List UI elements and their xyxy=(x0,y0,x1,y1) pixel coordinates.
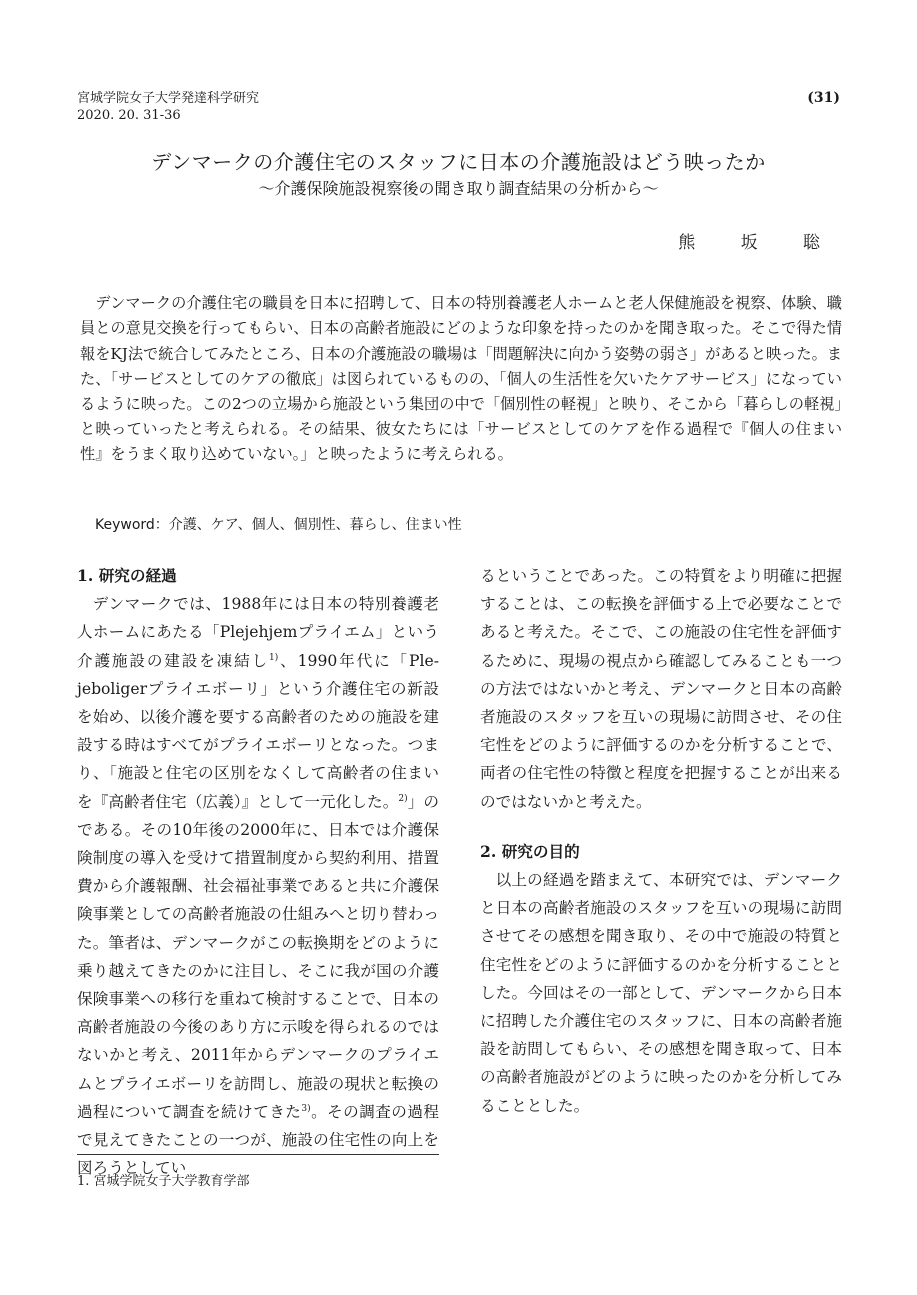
reference-2: 2) xyxy=(398,793,408,804)
journal-citation: 2020. 20. 31-36 xyxy=(77,108,181,123)
keywords-line xyxy=(95,514,462,534)
article-subtitle: 〜介護保険施設視察後の聞き取り調査結果の分析から〜 xyxy=(258,179,659,198)
journal-name: 宮城学院女子大学発達科学研究 xyxy=(77,91,260,106)
s1-text-c: 」のである。その10年後の2000年に、日本では介護保険制度の導入を受けて措置制度から契約利用、措置費から介護報酬、社会福祉事業であると共に介護保険事業としての高齢者施設の仕組みへと切り替わった。筆者は、デンマークがこの転換期をどのように乗り越えてきたのかに注目し、そこに我が国の介護保険事業への移行を重ねて検討することで、日本の高齢者施設の今後のあり方に示唆を得られるのではないかと考え、2011年からデンマークのプライエムとプライエボーリを訪問し、施設の現状と転換の過程について調査を続けてきた xyxy=(77,792,439,1121)
keywords-label: Keyword： xyxy=(95,517,169,533)
reference-1: 1) xyxy=(269,652,279,663)
section-heading-1: 1. 研究の経過 xyxy=(77,566,177,585)
reference-3: 3) xyxy=(301,1103,311,1114)
footnote-divider xyxy=(77,1154,439,1155)
section-2-paragraph: 以上の経過を踏まえて、本研究では、デンマークと日本の高齢者施設のスタッフを互いの現場に訪問させてその感想を聞き取り、その中で施設の特質と住宅性をどのように評価するのかを分析することとした。今回はその一部として、デンマークから日本に招聘した介護住宅のスタッフに、日本の高齢者施設を訪問してもらい、その感想を聞き取って、日本の高齢者施設がどのように映ったのかを分析してみることとした。 xyxy=(480,871,842,1115)
s1-text-b: 、1990年代に「Ple-jeboligerプライエボーリ」という介護住宅の新設を始め、以後介護を要する高齢者のための施設を建設する時はすべてがプライエボーリとなった。つまり、「施設と住宅の区別をなくして高齢者の住まいを『高齢者住宅（広義）』として一元化した。 xyxy=(77,651,439,811)
journal-header xyxy=(77,90,259,124)
article-title: デンマークの介護住宅のスタッフに日本の介護施設はどう映ったか xyxy=(151,150,766,174)
page-number: (31) xyxy=(807,90,840,106)
abstract: デンマークの介護住宅の職員を日本に招聘して、日本の特別養護老人ホームと老人保健施設を視察、体験、職員との意見交換を行ってもらい、日本の高齢者施設にどのような印象を持ったのかを聞き取った。そこで得た情報をKJ法で統合してみたところ、日本の介護施設の職場は「問題解決に向かう姿勢の弱さ」があると映った。また、「サービスとしてのケアの徹底」は図られているものの、「個人の生活性を欠いたケアサービス」になっているように映った。この2つの立場から施設という集団の中で「個別性の軽視」と映り、そこから「暮らしの軽視」と映っていったと考えられる。その結果、彼女たちには「サービスとしてのケアを作る過程で『個人の住まい性』をうまく取り込めていない。」と映ったように考えられる。 xyxy=(80,294,842,464)
section-1-paragraph xyxy=(77,590,439,1182)
left-column xyxy=(77,562,439,1182)
section-heading-2: 2. 研究の目的 xyxy=(480,841,580,861)
author-name: 熊 坂 聡 xyxy=(678,233,840,253)
affiliation-footnote: 1. 宮城学院女子大学教育学部 xyxy=(77,1174,250,1189)
s1-text-d: 。その調査の過程で見えてきたことの一つが、施設の住宅性の向上を図ろうとしてい xyxy=(77,1102,439,1178)
section-1-continued: るということであった。この特質をより明確に把握することは、この転換を評価する上で必要なことであると考えた。そこで、この施設の住宅性を評価するために、現場の視点から確認してみることも一つの方法ではないかと考え、デンマークと日本の高齢者施設のスタッフを互いの現場に訪問させ、その住宅性をどのように評価するのかを分析することで、両者の住宅性の特徴と程度を把握することが出来るのではないかと考えた。 xyxy=(480,567,842,811)
s1-text-a: デンマークでは、1988年には日本の特別養護老人ホームにあたる「Plejehjemプライエム」という介護施設の建設を凍結し xyxy=(77,595,439,670)
keywords-list: 介護、ケア、個人、個別性、暮らし、住まい性 xyxy=(168,517,462,533)
right-column xyxy=(480,562,842,1120)
